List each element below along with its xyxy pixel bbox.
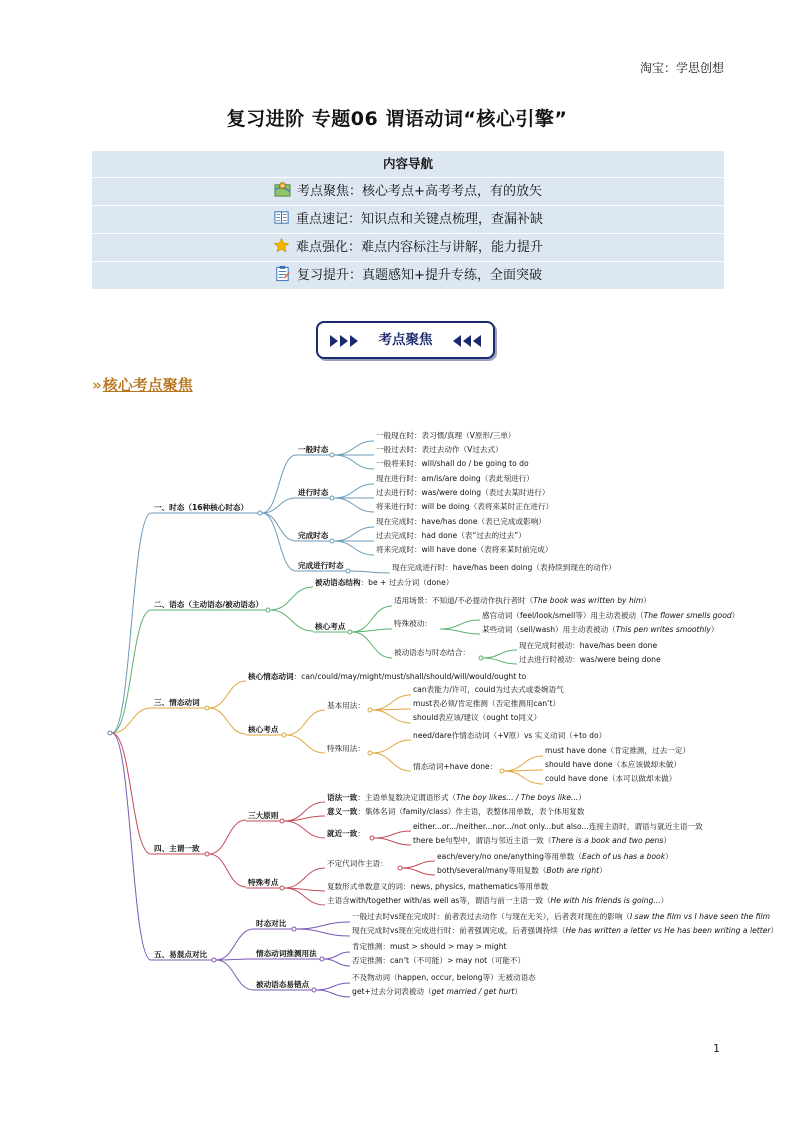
connector-line — [372, 740, 411, 753]
connector-line — [372, 695, 411, 710]
connector-line — [334, 441, 374, 455]
connector-line — [209, 708, 246, 734]
node-dot — [348, 630, 352, 634]
category-label: 情态动词推测用法 — [256, 949, 317, 958]
section-heading-text: 核心考点聚焦 — [102, 376, 193, 394]
connector-line — [324, 959, 350, 966]
leaf-text: could have done（本可以做却未做） — [545, 774, 677, 783]
leaf-text: 情态动词+have done： — [413, 762, 498, 771]
connector-line — [296, 929, 350, 936]
item-text: 适用场景：不知道/不必提动作执行者时（The book was written by him） — [394, 596, 651, 605]
node-dot — [258, 511, 262, 515]
category-label: 时态对比 — [256, 919, 287, 928]
leaf-text: must表必须/肯定推测（否定推测用can’t） — [413, 699, 561, 708]
connector-line — [216, 960, 254, 990]
category-label: 特殊考点 — [248, 878, 279, 887]
leaf-text: 现在完成时vs现在完成进行时：前者强调完成，后者强调持续（He has written a letter vs He has been writing a letter） — [352, 926, 779, 935]
category-label: 被动语态结构：be + 过去分词（done） — [315, 578, 454, 587]
item-text: 被动语态与时态结合： — [394, 648, 470, 657]
connector-line — [402, 861, 435, 868]
connector-line — [316, 983, 350, 990]
nav-item-text: 考点聚焦：核心考点+高考考点，有的放矢 — [297, 184, 542, 199]
connector-line — [334, 527, 374, 541]
node-dot — [280, 819, 284, 823]
node-dot — [330, 539, 334, 543]
node-dot — [368, 751, 372, 755]
connector-line — [286, 710, 325, 735]
banner-label: 考点聚焦 — [378, 332, 433, 348]
connector-line — [284, 821, 325, 838]
connector-line — [350, 571, 390, 573]
leaf-text: 感官动词（feel/look/smell等）用主动表被动（The flower smells good） — [482, 611, 740, 620]
document-title: 复习进阶 专题06 谓语动词“核心引擎” — [226, 108, 568, 130]
connector-line — [483, 658, 517, 664]
connector-line — [262, 513, 296, 541]
leaf-text: 现在完成时：have/has done（表已完成或影响） — [376, 517, 546, 526]
branch-label: 三、情态动词 — [154, 698, 200, 707]
connector-line — [334, 498, 374, 512]
leaf-text: 过去进行时：was/were doing（表过去某时进行） — [376, 488, 550, 497]
connector-line — [334, 484, 374, 498]
item-text: 不定代词作主语： — [327, 859, 388, 868]
leaf-text: 一般将来时：will/shall do / be going to do — [376, 459, 529, 468]
nav-item-text: 复习提升：真题感知+提升专练，全面突破 — [297, 268, 542, 283]
branch-connector — [112, 733, 151, 960]
connector-line — [372, 710, 411, 723]
connector-line — [262, 513, 296, 571]
connector-line — [440, 620, 480, 629]
connector-line — [216, 929, 254, 960]
leaf-text: must have done（肯定推测，过去一定） — [545, 746, 691, 755]
category-label: 被动语态易错点 — [256, 980, 310, 989]
category-label: 进行时态 — [298, 488, 329, 497]
branch-connector — [112, 513, 151, 733]
leaf-text: can表能力/许可，could为过去式或委婉语气 — [413, 685, 564, 694]
double-chevron-icon: » — [92, 376, 102, 394]
item-text: 特殊用法： — [327, 744, 365, 753]
node-dot — [479, 656, 483, 660]
category-label: 一般时态 — [298, 445, 329, 454]
connector-line — [504, 771, 543, 784]
node-dot — [368, 708, 372, 712]
node-dot — [500, 769, 504, 773]
node-dot — [280, 886, 284, 890]
leaf-text: need/dare作情态动词（+V原）vs 实义动词（+to do） — [413, 731, 607, 740]
connector-line — [352, 632, 392, 658]
node-dot — [398, 866, 402, 870]
leaf-text: 现在完成进行时：have/has been doing（表持续到现在的动作） — [392, 563, 616, 572]
leaf-text: 现在进行时：am/is/are doing（表此刻进行） — [376, 474, 534, 483]
connector-line — [316, 990, 350, 997]
connector-line — [352, 629, 392, 632]
connector-line — [334, 541, 374, 555]
connector-line — [286, 735, 325, 753]
item-text: 语法一致：主语单复数决定谓语形式（The boy likes... / The boys like...） — [327, 793, 586, 802]
node-dot — [330, 453, 334, 457]
item-text: 基本用法： — [327, 701, 365, 710]
leaf-text: there be句型中，谓语与邻近主语一致（There is a book and two pens） — [413, 836, 671, 845]
connector-line — [440, 629, 480, 634]
leaf-text: 某些动词（sell/wash）用主动表被动（This pen writes smoothly） — [482, 625, 719, 634]
node-dot — [266, 608, 270, 612]
leaf-text: 否定推测：can’t（不可能）> may not（可能不） — [352, 956, 526, 965]
connector-line — [270, 587, 313, 610]
leaf-text: 肯定推测：must > should > may > might — [352, 942, 507, 951]
node-dot — [370, 836, 374, 840]
connector-line — [374, 831, 411, 838]
connector-line — [209, 681, 246, 708]
item-text: 意义一致：集体名词（family/class）作主语，表整体用单数，表个体用复数 — [327, 807, 585, 816]
leaf-text: 一般过去时vs现在完成时：前者表过去动作（与现在无关），后者表对现在的影响（I saw the film vs I have seen the film — [352, 912, 771, 921]
branch-connector — [112, 733, 151, 854]
connector-line — [504, 756, 543, 771]
category-label: 完成时态 — [298, 531, 329, 540]
branch-label: 二、语态（主动语态/被动语态） — [154, 600, 264, 609]
connector-line — [296, 922, 350, 929]
connector-line — [483, 650, 517, 658]
node-dot — [320, 957, 324, 961]
connector-line — [209, 820, 246, 854]
leaf-text: either...or.../neither...nor.../not only...but also...连接主语时，谓语与就近主语一致 — [413, 822, 703, 831]
nav-head: 内容导航 — [382, 156, 433, 171]
connector-line — [374, 838, 411, 845]
connector-line — [402, 868, 435, 875]
leaf-text: get+过去分词表被动（get married / get hurt） — [352, 987, 522, 996]
connector-line — [209, 854, 246, 887]
node-dot — [205, 706, 209, 710]
leaf-text: 过去进行时被动：was/were being done — [519, 655, 661, 664]
item-text: 就近一致： — [327, 829, 365, 838]
connector-line — [334, 455, 374, 469]
category-label: 完成进行时态 — [298, 561, 344, 570]
item-text: 特殊被动： — [394, 619, 432, 628]
item-text: 主语含with/together with/as well as等，谓语与前一主语一致（He with his friends is going...） — [327, 896, 669, 905]
connector-line — [270, 610, 313, 631]
category-label: 核心考点 — [248, 725, 279, 734]
category-label: 核心考点 — [315, 622, 346, 631]
node-dot — [330, 496, 334, 500]
branch-label: 四、主谓一致 — [154, 844, 200, 853]
leaf-text: 将来进行时：will be doing（表将来某时正在进行） — [376, 502, 554, 511]
node-dot — [282, 733, 286, 737]
category-label: 三大原则 — [248, 811, 279, 820]
node-dot — [205, 852, 209, 856]
leaf-text: should表应该/建议（ought to同义） — [413, 713, 542, 722]
leaf-text: 一般过去时：表过去动作（V过去式） — [376, 445, 503, 454]
leaf-text: 将来完成时：will have done（表将来某时前完成） — [376, 545, 553, 554]
node-dot — [212, 958, 216, 962]
connector-line — [284, 868, 325, 888]
brand-label: 淘宝：学思创想 — [640, 61, 725, 75]
leaf-text: 过去完成时：had done（表“过去的过去”） — [376, 531, 526, 540]
node-dot — [312, 988, 316, 992]
leaf-text: should have done（本应该做却未做） — [545, 760, 681, 769]
leaf-text: 不及物动词（happen, occur, belong等）无被动语态 — [352, 973, 536, 982]
connector-line — [324, 952, 350, 959]
branch-label: 一、时态（16种核心时态） — [154, 503, 249, 512]
leaf-text: both/several/many等用复数（Both are right） — [437, 866, 607, 875]
connector-line — [352, 606, 392, 632]
leaf-text: 一般现在时：表习惯/真理（V原形/三单） — [376, 431, 516, 440]
page-number: 1 — [713, 1042, 720, 1055]
category-label: 核心情态动词：can/could/may/might/must/shall/should/will/would/ought to — [248, 672, 527, 681]
connector-line — [262, 455, 296, 513]
node-dot — [108, 731, 112, 735]
node-dot — [292, 927, 296, 931]
connector-line — [372, 753, 411, 771]
node-dot — [346, 569, 350, 573]
nav-item-text: 难点强化：难点内容标注与讲解，能力提升 — [295, 240, 543, 255]
item-text: 复数形式单数意义的词：news, physics, mathematics等用单数 — [327, 882, 549, 891]
nav-item-text: 重点速记：知识点和关键点梳理，查漏补缺 — [295, 212, 543, 227]
leaf-text: 现在完成时被动：have/has been done — [519, 641, 658, 650]
branch-label: 五、易混点对比 — [154, 950, 208, 959]
leaf-text: each/every/no one/anything等用单数（Each of us has a book） — [437, 852, 673, 861]
